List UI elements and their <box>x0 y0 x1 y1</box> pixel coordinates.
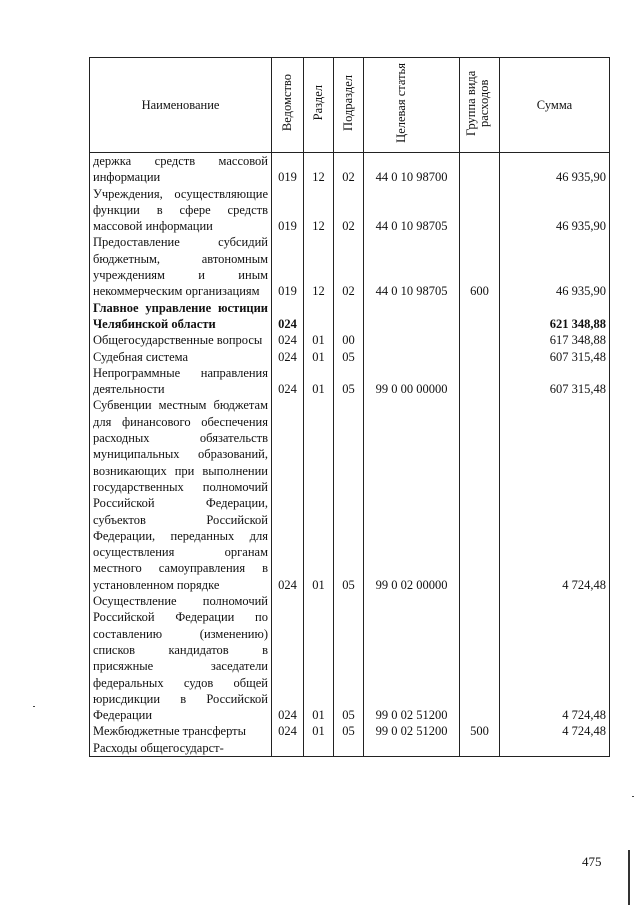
row-gruppa <box>460 365 500 398</box>
row-summa: 46 935,90 <box>500 186 610 235</box>
row-celevaya-statya: 99 0 02 51200 <box>364 593 460 723</box>
row-summa: 607 315,48 <box>500 349 610 365</box>
row-podrazdel: 05 <box>334 723 364 739</box>
row-summa: 4 724,48 <box>500 593 610 723</box>
table-row <box>90 593 610 723</box>
row-gruppa <box>460 186 500 235</box>
row-summa: 4 724,48 <box>500 723 610 739</box>
row-podrazdel: 00 <box>334 332 364 348</box>
table-body <box>90 153 610 757</box>
row-gruppa: 600 <box>460 234 500 299</box>
row-podrazdel: 05 <box>334 365 364 398</box>
row-vedomstvo: 024 <box>272 723 304 739</box>
row-vedomstvo: 024 <box>272 300 304 333</box>
header-celevaya-statya: Целевая статья <box>364 58 460 153</box>
row-celevaya-statya: 44 0 10 98705 <box>364 234 460 299</box>
row-podrazdel: 05 <box>334 397 364 593</box>
table-row <box>90 234 610 299</box>
table-row <box>90 186 610 235</box>
row-celevaya-statya <box>364 349 460 365</box>
table-header-row <box>90 58 610 153</box>
row-razdel: 12 <box>304 186 334 235</box>
row-summa: 617 348,88 <box>500 332 610 348</box>
row-podrazdel: 02 <box>334 153 364 186</box>
row-gruppa <box>460 153 500 186</box>
row-razdel: 01 <box>304 365 334 398</box>
row-celevaya-statya <box>364 300 460 333</box>
header-summa: Сумма <box>500 58 610 153</box>
row-podrazdel <box>334 740 364 757</box>
row-vedomstvo: 024 <box>272 365 304 398</box>
row-celevaya-statya: 99 0 00 00000 <box>364 365 460 398</box>
row-summa: 621 348,88 <box>500 300 610 333</box>
row-summa <box>500 740 610 757</box>
row-gruppa <box>460 740 500 757</box>
row-vedomstvo: 019 <box>272 186 304 235</box>
row-celevaya-statya: 44 0 10 98700 <box>364 153 460 186</box>
row-razdel <box>304 300 334 333</box>
row-vedomstvo: 024 <box>272 593 304 723</box>
row-razdel: 12 <box>304 153 334 186</box>
header-razdel: Раздел <box>304 58 334 153</box>
row-name: Субвенции местным бюджетам для финансового обеспечения расходных обязательств муниципальных образований, возникающих при выполнении государственных полномочий Российской Федерации, субъектов Российской Федерации, переданных для осуществления органам местного самоуправления в установленном порядке <box>90 397 272 593</box>
row-name: Непрограммные направления деятельности <box>90 365 272 398</box>
row-name: Судебная система <box>90 349 272 365</box>
row-celevaya-statya: 99 0 02 51200 <box>364 723 460 739</box>
scan-speck <box>33 706 35 707</box>
row-name: Главное управление юстиции Челябинской области <box>90 300 272 333</box>
row-razdel: 01 <box>304 593 334 723</box>
row-summa: 4 724,48 <box>500 397 610 593</box>
row-gruppa: 500 <box>460 723 500 739</box>
row-razdel: 01 <box>304 397 334 593</box>
table-row <box>90 365 610 398</box>
row-vedomstvo: 024 <box>272 349 304 365</box>
row-razdel <box>304 740 334 757</box>
row-name: Межбюджетные трансферты <box>90 723 272 739</box>
row-name: Учреждения, осуществляющие функции в сфере средств массовой информации <box>90 186 272 235</box>
table-row <box>90 397 610 593</box>
row-gruppa <box>460 332 500 348</box>
row-name: Осуществление полномочий Российской Федерации по составлению (изменению) списков кандидатов в присяжные заседатели федеральных судов общей юрисдикции в Российской Федерации <box>90 593 272 723</box>
table-row <box>90 153 610 186</box>
header-gruppa-vida-rashodov: Группа вида расходов <box>460 58 500 153</box>
row-podrazdel <box>334 300 364 333</box>
row-vedomstvo: 024 <box>272 332 304 348</box>
row-vedomstvo: 019 <box>272 234 304 299</box>
row-podrazdel: 02 <box>334 234 364 299</box>
row-razdel: 12 <box>304 234 334 299</box>
row-vedomstvo <box>272 740 304 757</box>
header-podrazdel: Подраздел <box>334 58 364 153</box>
row-name: Расходы общегосударст- <box>90 740 272 757</box>
row-summa: 607 315,48 <box>500 365 610 398</box>
row-name: Общегосударственные вопросы <box>90 332 272 348</box>
row-razdel: 01 <box>304 349 334 365</box>
row-celevaya-statya <box>364 332 460 348</box>
page-number: 475 <box>582 854 602 869</box>
budget-table <box>89 57 610 757</box>
row-gruppa <box>460 397 500 593</box>
row-gruppa <box>460 593 500 723</box>
row-celevaya-statya <box>364 740 460 757</box>
row-vedomstvo: 024 <box>272 397 304 593</box>
table-row <box>90 332 610 348</box>
table-row <box>90 740 610 757</box>
row-summa: 46 935,90 <box>500 153 610 186</box>
scan-speck <box>632 796 634 797</box>
header-name: Наименование <box>90 58 272 153</box>
row-celevaya-statya: 99 0 02 00000 <box>364 397 460 593</box>
row-gruppa <box>460 300 500 333</box>
table-row <box>90 349 610 365</box>
row-summa: 46 935,90 <box>500 234 610 299</box>
row-name: Предоставление субсидий бюджетным, автономным учреждениям и иным некоммерческим организациям <box>90 234 272 299</box>
row-celevaya-statya: 44 0 10 98705 <box>364 186 460 235</box>
row-razdel: 01 <box>304 723 334 739</box>
row-name: держка средств массовой информации <box>90 153 272 186</box>
row-gruppa <box>460 349 500 365</box>
row-podrazdel: 05 <box>334 349 364 365</box>
row-podrazdel: 05 <box>334 593 364 723</box>
header-vedomstvo: Ведомство <box>272 58 304 153</box>
table-row <box>90 300 610 333</box>
table-row <box>90 723 610 739</box>
scan-margin-line <box>628 850 630 905</box>
row-vedomstvo: 019 <box>272 153 304 186</box>
row-razdel: 01 <box>304 332 334 348</box>
row-podrazdel: 02 <box>334 186 364 235</box>
